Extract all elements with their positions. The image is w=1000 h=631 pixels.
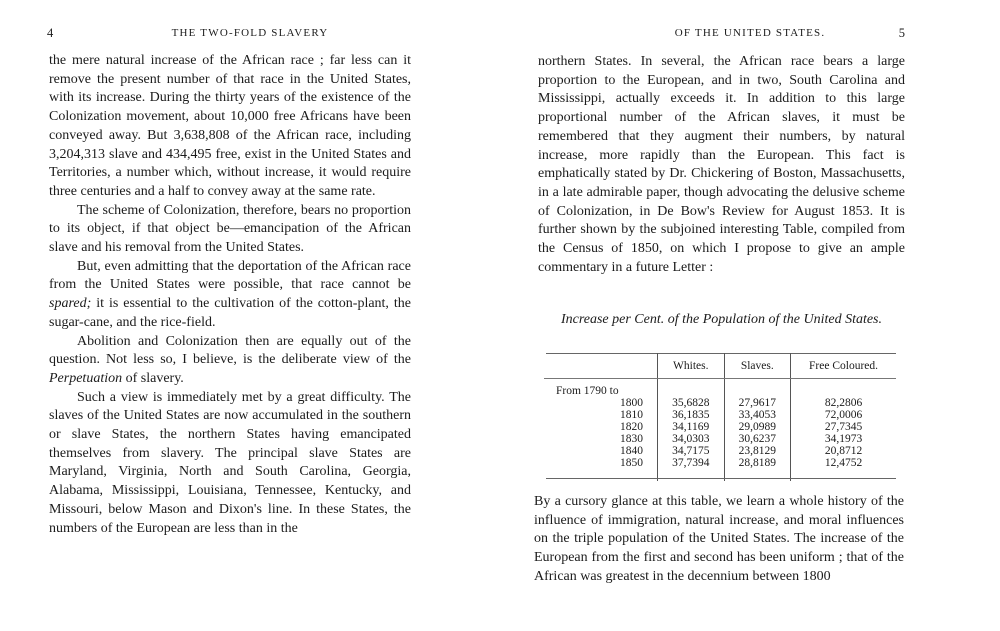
free-coloured-cell: 72,0006 [791,409,896,421]
table-header-row [544,353,896,379]
whites-cell: 37,7394 [658,457,725,481]
free-coloured-cell: 12,4752 [791,457,896,481]
paragraph [49,258,411,333]
year-cell: 1800 [620,397,643,409]
year-cell: 1830 [620,433,643,445]
running-header: OF THE UNITED STATES. [674,27,826,39]
right-page [500,0,1000,631]
paragraph: northern States. In several, the African race bears a large proportion to the European, and in two, South Carolina and Mississippi, actually exceeds it. In addition to this large proportional number of the African slaves, it must be remembered that they augment their numbers, by natural increase, more rapidly than the European. This fact is emphatically stated by Dr. Chickering of Boston, Massachusetts, in a late admirable paper, though advocating the delusive scheme of Colonization, in De Bow's Review for August 1853. It is further shown by the subjoined interesting Table, compiled from the Census of 1850, on which I propose to give an ample commentary in a future Letter : [538,54,905,275]
slaves-cell: 30,6237 [724,433,791,445]
table-row [544,445,896,457]
year-cell: 1840 [620,445,643,457]
free-coloured-cell: 27,7345 [791,421,896,433]
whites-cell: 34,0303 [658,433,725,445]
column-header: Whites. [658,353,725,379]
slaves-cell: 27,9617 [724,397,791,409]
text-run: Abolition and Colonization then are equally out of the question. Not less so, I believe, is the deliberate view of the [49,333,411,368]
emphasis: spared; [49,296,92,312]
slaves-cell: 33,4053 [724,409,791,421]
whites-cell: 34,1169 [658,421,725,433]
paragraph: The scheme of Colonization, therefore, bears no proportion to its object, if that object be—emancipation of the African slave and his removal from the United States. [49,202,411,256]
whites-cell: 35,6828 [658,397,725,409]
year-cell: 1820 [620,421,643,433]
year-cell: 1850 [620,457,643,469]
table-row [544,421,896,433]
whites-cell: 36,1835 [658,409,725,421]
table-row [544,433,896,445]
table-row [544,379,896,398]
running-header: THE TWO-FOLD SLAVERY [171,27,329,39]
year-cell: 1810 [620,409,643,421]
slaves-cell: 28,8189 [724,457,791,481]
column-header: Slaves. [724,353,791,379]
whites-cell: 34,7175 [658,445,725,457]
page-number: 5 [898,26,905,40]
body-text [49,52,411,538]
table-row [544,409,896,421]
text-run: it is essential to the cultivation of the cotton-plant, the sugar-cane, and the rice-field. [49,296,411,330]
column-header: Free Coloured. [791,353,896,379]
body-text [534,493,904,587]
table-row [544,397,896,409]
free-coloured-cell: 20,8712 [791,445,896,457]
paragraph: By a cursory glance at this table, we learn a whole history of the influence of immigration, natural increase, and moral influences on the triple population of the United States. The increase of the European from the first and second has been uniform ; that of the African was greatest in the decennium between 1800 [534,494,904,584]
text-run: But, even admitting that the deportation of the African race from the United States were possible, that race cannot be [49,258,411,293]
from-label: From 1790 to [556,385,619,397]
table-bottom-rule [546,478,896,479]
paragraph: the mere natural increase of the African race ; far less can it remove the present number of that race in the United States, with its increase. During the thirty years of the existence of the Colonization movement, about 10,000 free Africans have been conveyed away. But 3,638,808 of the African race, including 3,204,313 slave and 434,495 free, exist in the United States and Territories, a number which, without increase, it would require three centuries and a half to convey away at the same rate. [49,53,411,199]
population-table [544,353,896,481]
paragraph: Such a view is immediately met by a great difficulty. The slaves of the United States are now accumulated in the southern or slave States, the northern States having emancipated themselves from slavery. The principal slave States are Maryland, Virginia, North and South Carolina, Georgia, Alabama, Mississippi, Louisiana, Tennessee, Kentucky, and Missouri, below Mason and Dixon's line. In these States, the numbers of the European are less than in the [49,389,411,536]
column-header [544,353,658,379]
slaves-cell: 23,8129 [724,445,791,457]
emphasis: Perpetuation [49,370,123,386]
free-coloured-cell: 82,2806 [791,397,896,409]
table-caption: Increase per Cent. of the Population of the United States. [560,312,883,327]
paragraph [49,333,411,389]
slaves-cell: 29,0989 [724,421,791,433]
body-text [538,53,905,277]
free-coloured-cell: 34,1973 [791,433,896,445]
page-number: 4 [47,26,54,40]
text-run: of slavery. [122,370,184,386]
